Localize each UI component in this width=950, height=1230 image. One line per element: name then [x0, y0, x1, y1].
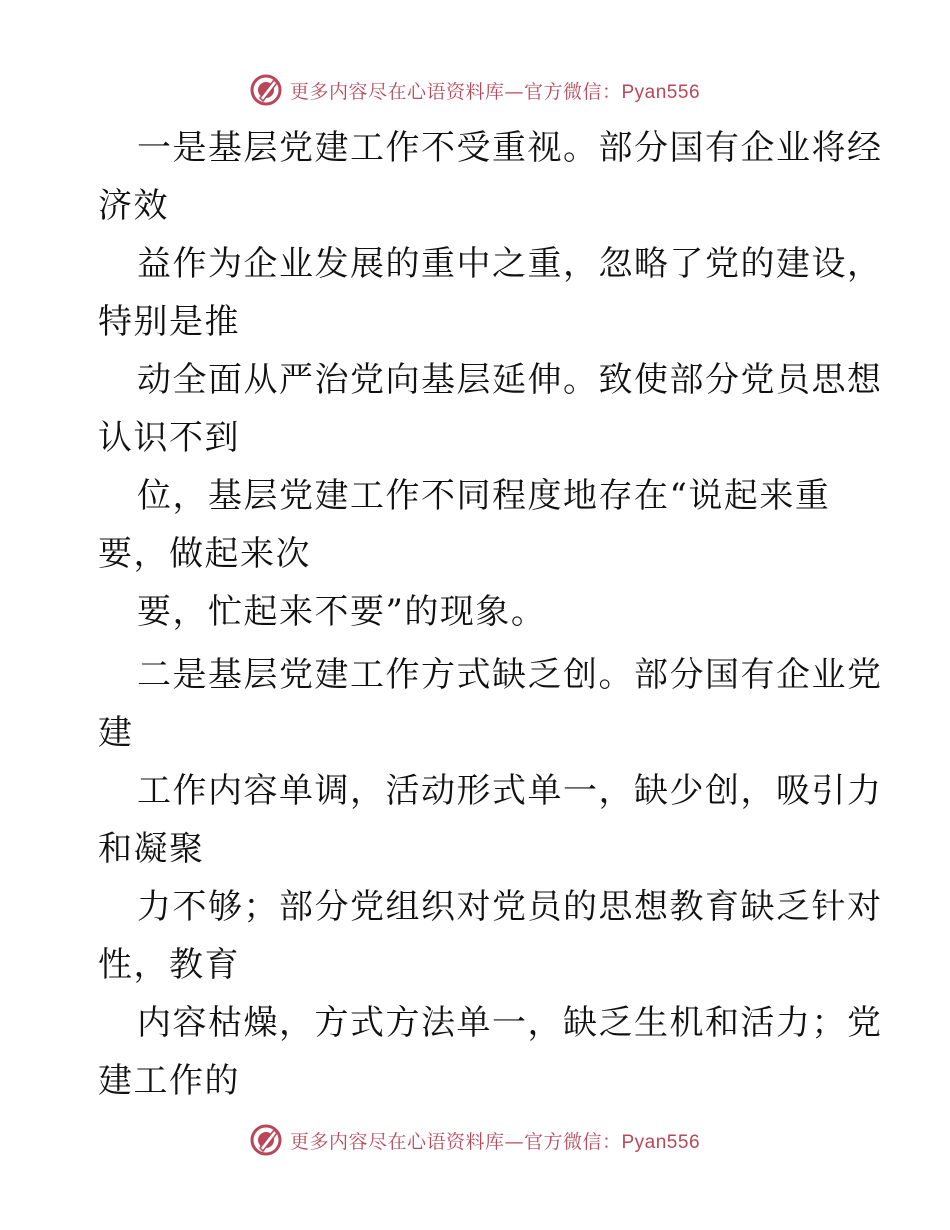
watermark-handle: Pyan556	[621, 1131, 701, 1153]
text-line: 动全面从严治党向基层延伸。致使部分党员思想	[137, 360, 883, 400]
text-line: 工作内容单调，活动形式单一，缺少创，吸引力	[137, 771, 883, 811]
text-line: 性，教育	[98, 945, 240, 985]
text-line: 二是基层党建工作方式缺乏创。部分国有企业党	[137, 655, 883, 695]
text-line: 特别是推	[98, 302, 240, 342]
text-line: 要，做起来次	[98, 534, 311, 574]
text-line: 和凝聚	[98, 829, 205, 869]
text-line: 益作为企业发展的重中之重，忽略了党的建设，	[137, 244, 883, 284]
text-line: 内容枯燥，方式方法单一，缺乏生机和活力；党	[137, 1003, 883, 1043]
text-line: 建	[98, 713, 134, 753]
text-line: 一是基层党建工作不受重视。部分国有企业将经	[137, 128, 883, 168]
text-line: 建工作的	[98, 1061, 240, 1101]
text-line: 位，基层党建工作不同程度地存在“说起来重	[137, 476, 831, 516]
text-line: 要，忙起来不要”的现象。	[137, 592, 547, 632]
watermark-text: 更多内容尽在心语资料库—官方微信：Pyan556	[289, 1130, 701, 1153]
text-line: 济效	[98, 186, 169, 226]
text-line: 力不够；部分党组织对党员的思想教育缺乏针对	[137, 887, 883, 927]
footer-watermark	[0, 1120, 950, 1160]
watermark-text: 更多内容尽在心语资料库—官方微信：Pyan556	[289, 80, 701, 103]
text-line: 认识不到	[98, 418, 240, 458]
watermark-handle: Pyan556	[621, 81, 701, 103]
pen-seal-logo-icon	[250, 1124, 282, 1156]
